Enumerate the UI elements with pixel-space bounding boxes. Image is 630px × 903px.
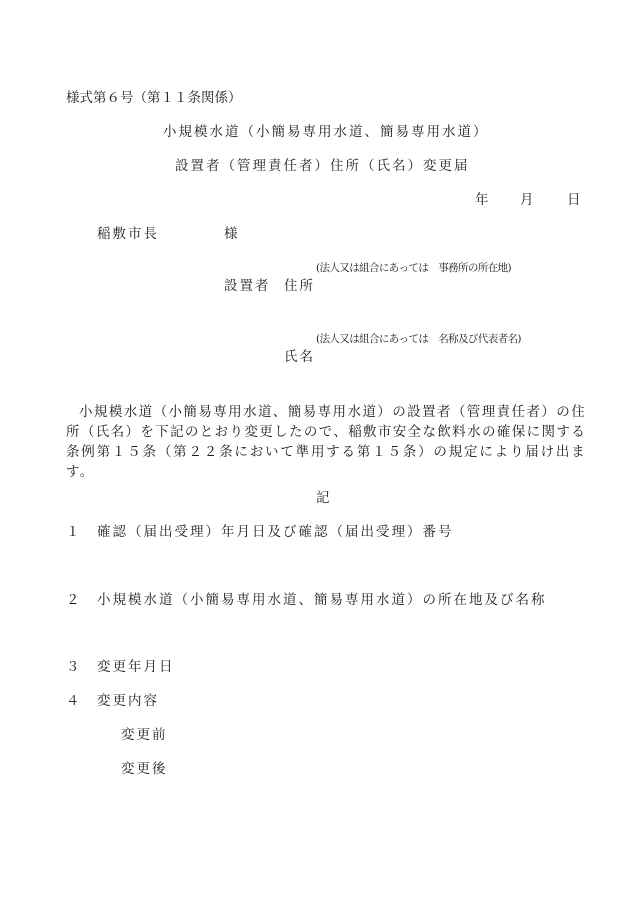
item-text: 小規模水道（小簡易専用水道、簡易専用水道）の所在地及び名称 <box>97 592 547 608</box>
name-label: 氏名 <box>284 349 315 365</box>
name-note: (法人又は組合にあっては 名称及び代表者名) <box>316 333 521 345</box>
body-paragraph: 小規模水道（小簡易専用水道、簡易専用水道）の設置者（管理責任者）の住所（氏名）を下記のとおり変更したので、稲敷市安全な飲料水の確保に関する条例第１５条（第２２条において準用する第１５条）の規定により届け出ます。 <box>66 404 586 480</box>
setter-label: 設置者 <box>224 278 271 294</box>
item-text: 確認（届出受理）年月日及び確認（届出受理）番号 <box>97 524 454 540</box>
item-text: 変更内容 <box>97 693 159 709</box>
date-year: 年 <box>475 192 489 208</box>
item-number: ４ <box>66 693 80 709</box>
form-number: 様式第６号（第１１条関係） <box>66 90 242 106</box>
address-label: 住所 <box>284 278 315 294</box>
item-number: １ <box>66 524 80 540</box>
change-before: 変更前 <box>121 727 168 743</box>
date-month: 月 <box>520 192 534 208</box>
change-after: 変更後 <box>121 761 168 777</box>
addressee-honorific: 様 <box>224 226 238 242</box>
date-day: 日 <box>567 192 581 208</box>
item-text: 変更年月日 <box>97 659 175 675</box>
item-number: ３ <box>66 659 80 675</box>
title-line-2: 設置者（管理責任者）住所（氏名）変更届 <box>175 158 470 174</box>
item-number: ２ <box>66 592 80 608</box>
addressee-name: 稲敷市長 <box>97 226 159 242</box>
title-line-1: 小規模水道（小簡易専用水道、簡易専用水道） <box>163 124 489 140</box>
address-note: (法人又は組合にあっては 事務所の所在地) <box>316 262 511 274</box>
ki-heading: 記 <box>316 490 330 506</box>
